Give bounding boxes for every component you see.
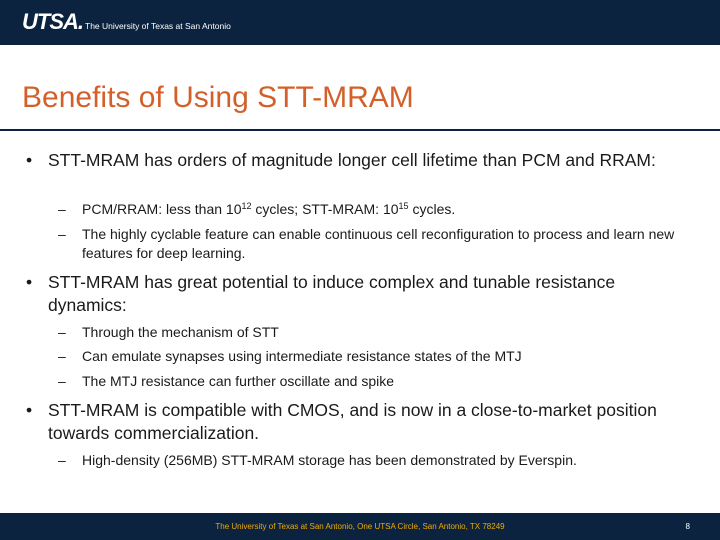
bullet-1-text: STT-MRAM has orders of magnitude longer cell lifetime than PCM and RRAM: <box>48 150 656 170</box>
sub-bullet-2-2 <box>58 347 698 366</box>
bullet-dot: • <box>26 400 33 420</box>
sub-bullet-dash: – <box>58 348 66 364</box>
sub-bullet-dash: – <box>58 452 66 468</box>
sub-bullet-dash: – <box>58 201 66 217</box>
logo-mark: UTSA. <box>22 9 83 34</box>
sub-bullet-3-1-text: High-density (256MB) STT-MRAM storage has been demonstrated by Everspin. <box>82 452 577 468</box>
bullet-3-text: STT-MRAM is compatible with CMOS, and is now in a close-to-market position towards commercialization. <box>48 400 657 443</box>
title-divider <box>0 129 720 131</box>
bullet-1 <box>26 149 696 172</box>
bullet-2-text: STT-MRAM has great potential to induce complex and tunable resistance dynamics: <box>48 272 616 315</box>
sub-bullet-1-1 <box>58 200 698 219</box>
sub-bullet-2-1-text: Through the mechanism of STT <box>82 324 279 340</box>
bullet-dot: • <box>26 150 33 170</box>
footer-bar <box>0 513 720 540</box>
footer-address: The University of Texas at San Antonio, One UTSA Circle, San Antonio, TX 78249 <box>215 522 505 531</box>
slide-title: Benefits of Using STT-MRAM <box>22 81 414 114</box>
sub-bullet-dash: – <box>58 373 66 389</box>
sub-bullet-1-1-text <box>82 200 698 219</box>
sub-bullet-2-3-text: The MTJ resistance can further oscillate and spike <box>82 373 395 389</box>
logo-subtitle: The University of Texas at San Antonio <box>85 21 231 31</box>
bullet-2 <box>26 271 696 317</box>
sub-bullet-dash: – <box>58 226 66 242</box>
sub-bullet-1-2-text: The highly cyclable feature can enable continuous cell reconfiguration to process and learn new features for deep learning. <box>82 226 675 261</box>
page-number: 8 <box>685 522 690 531</box>
sub-bullet-2-2-text: Can emulate synapses using intermediate resistance states of the MTJ <box>82 348 522 364</box>
exponent-12: 12 <box>241 201 252 211</box>
cycles-stt-text: cycles; STT-MRAM: 10 <box>251 201 399 217</box>
sub-bullet-2-1 <box>58 323 698 342</box>
exponent-15: 15 <box>398 201 409 211</box>
sub-bullet-3-1 <box>58 451 698 470</box>
bullet-3 <box>26 399 696 445</box>
sub-bullet-1-2 <box>58 225 698 263</box>
bullet-dot: • <box>26 272 33 292</box>
utsa-logo <box>22 10 231 34</box>
sub-bullet-dash: – <box>58 324 66 340</box>
header-bar <box>0 0 720 45</box>
sub-bullet-2-3 <box>58 372 698 391</box>
cycles-suffix: cycles. <box>408 201 456 217</box>
cycles-pcm-text: PCM/RRAM: less than 10 <box>82 201 242 217</box>
